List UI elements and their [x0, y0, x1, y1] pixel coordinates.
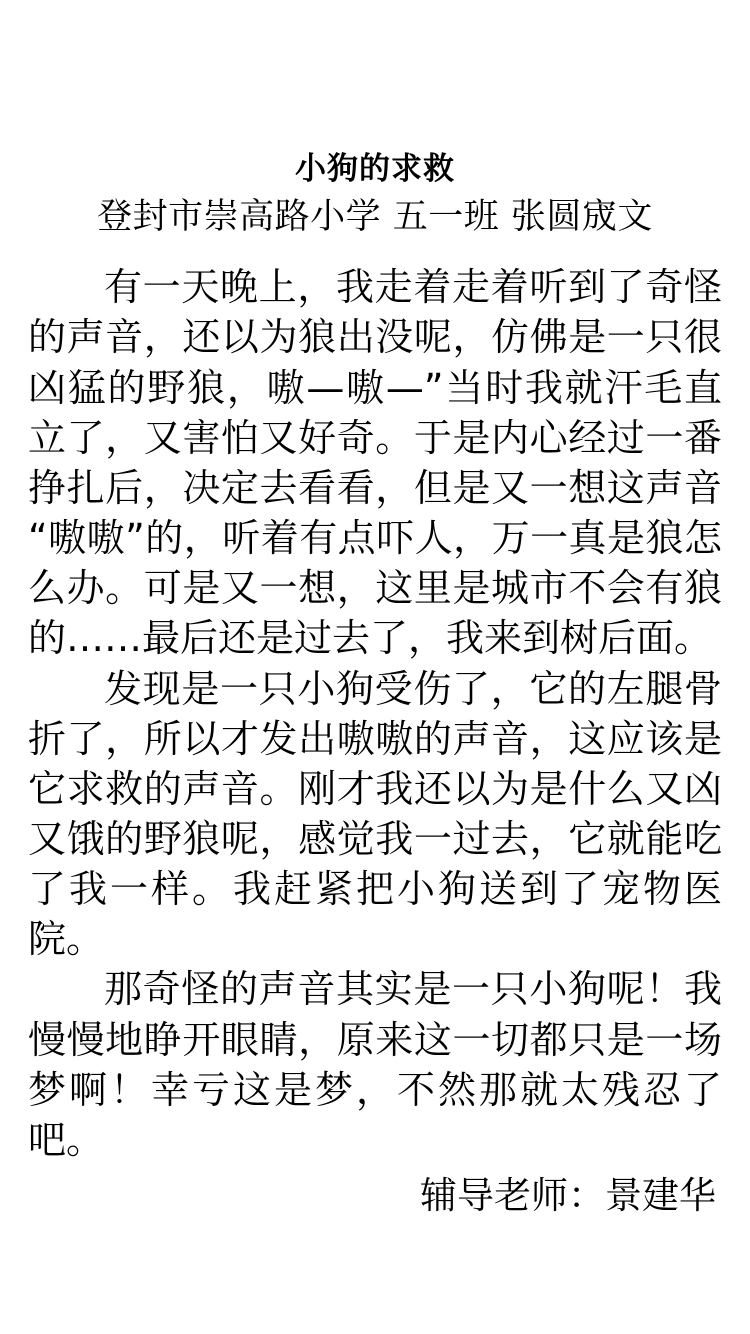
author-byline: 登封市崇高路小学 五一班 张圆宬文	[97, 196, 653, 237]
page-title: 小狗的求救	[295, 151, 455, 187]
paragraph: 有一天晚上，我走着走着听到了奇怪的声音，还以为狼出没呢，仿佛是一只很凶猛的野狼，嗷—嗷—”当时我就汗毛直立了，又害怕又好奇。于是内心经过一番挣扎后，决定去看看，但是又一想这声音“嗷嗷”的，听着有点吓人，万一真是狼怎么办。可是又一想，这里是城市不会有狼的……最后还是过去了，我来到树后面。	[28, 265, 722, 661]
paragraph: 那奇怪的声音其实是一只小狗呢！我慢慢地睁开眼睛，原来这一切都只是一场梦啊！幸亏这是梦，不然那就太残忍了吧。	[28, 967, 722, 1162]
paragraph: 发现是一只小狗受伤了，它的左腿骨折了，所以才发出嗷嗷的声音，这应该是它求救的声音。刚才我还以为是什么又凶又饿的野狼呢，感觉我一过去，它就能吃了我一样。我赶紧把小狗送到了宠物医院。	[28, 666, 722, 962]
advisor-signature: 辅导老师：景建华	[420, 1174, 716, 1218]
article-body	[28, 262, 722, 1165]
